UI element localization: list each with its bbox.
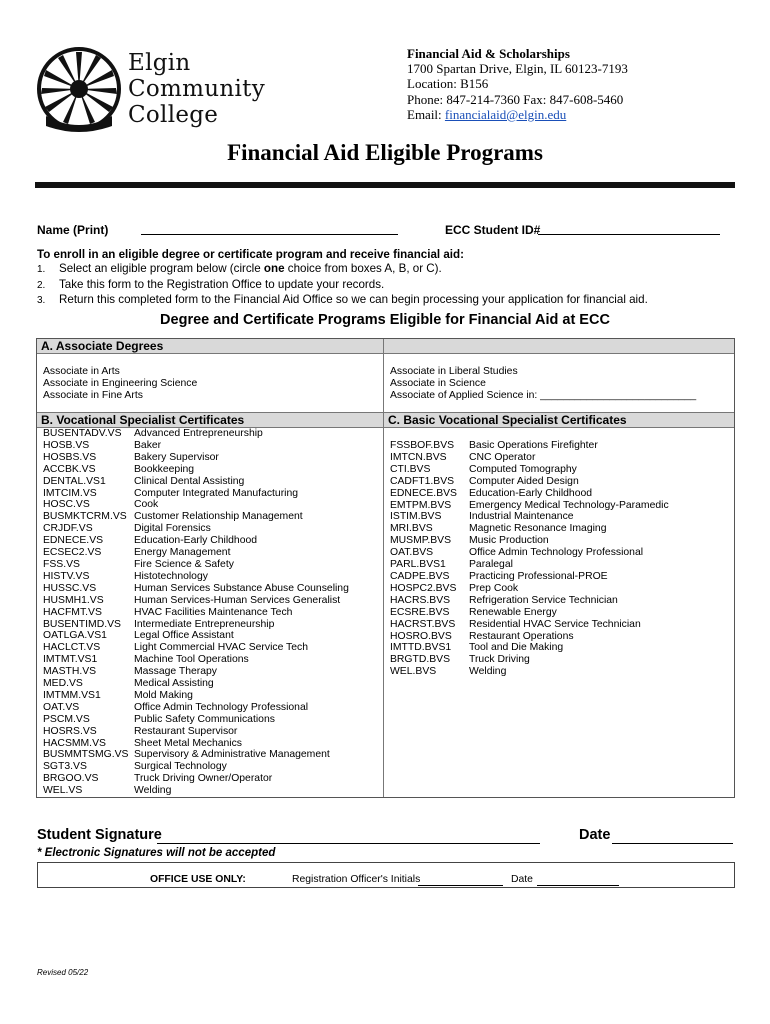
program-code[interactable]: OAT.BVS (390, 547, 434, 559)
phone-fax: Phone: 847-214-7360 Fax: 847-608-5460 (407, 91, 624, 107)
program-name[interactable]: Supervisory & Administrative Management (134, 749, 330, 761)
program-code[interactable]: ISTIM.BVS (390, 511, 442, 523)
program-code[interactable]: ECSEC2.VS (43, 547, 102, 559)
registration-initials-line[interactable] (418, 875, 503, 886)
program-code[interactable]: HOSRO.BVS (390, 630, 452, 642)
program-code[interactable]: WEL.BVS (390, 666, 437, 678)
program-code[interactable]: OATLGA.VS1 (43, 630, 107, 642)
program-code[interactable]: BUSENTIMD.VS (43, 618, 121, 630)
program-name[interactable]: Bookkeeping (134, 463, 195, 475)
program-name[interactable]: Residential HVAC Service Technician (469, 618, 641, 630)
logo-line-college: College (128, 102, 219, 128)
program-option[interactable]: Associate in Science (390, 377, 486, 389)
program-name[interactable]: Computer Integrated Manufacturing (134, 487, 299, 499)
program-name[interactable]: Music Production (469, 535, 549, 547)
associate-degrees-header (37, 339, 734, 353)
program-name[interactable]: Basic Operations Firefighter (469, 440, 598, 451)
row-divider (37, 353, 734, 354)
program-name[interactable]: Histotechnology (134, 570, 208, 582)
basic-vocational-codes (390, 440, 457, 678)
signature-date-label: Date (579, 827, 611, 843)
program-name[interactable]: Massage Therapy (134, 666, 217, 678)
program-name[interactable]: Legal Office Assistant (134, 630, 234, 642)
program-code[interactable]: HACRST.BVS (390, 618, 456, 630)
program-name[interactable]: Restaurant Operations (469, 630, 574, 642)
program-name[interactable]: Prep Cook (469, 582, 519, 594)
program-code[interactable]: IMTCIM.VS (43, 487, 97, 499)
vocational-certificates-header (37, 413, 383, 427)
program-code[interactable]: HACSMM.VS (43, 737, 106, 749)
program-code[interactable]: IMTMT.VS1 (43, 654, 98, 666)
program-code[interactable]: BUSENTADV.VS (43, 428, 122, 439)
program-code[interactable]: HUSMH1.VS (43, 594, 104, 606)
student-signature-line[interactable] (157, 831, 540, 844)
program-name[interactable]: Bakery Supervisor (134, 451, 219, 463)
step-text: Select an eligible program below (circle (59, 262, 264, 276)
program-name[interactable]: Sheet Metal Mechanics (134, 737, 243, 749)
signature-date-line[interactable] (612, 831, 733, 844)
program-name[interactable]: Human Services-Human Services Generalist (134, 594, 341, 606)
section-title: Degree and Certificate Programs Eligible for Financial Aid at ECC (160, 312, 610, 328)
program-option[interactable]: Associate of Applied Science in: ___________________________ (390, 389, 697, 401)
program-code[interactable]: ECSRE.BVS (390, 606, 450, 618)
program-code[interactable]: MRI.BVS (390, 523, 433, 535)
program-name[interactable]: Welding (469, 666, 507, 678)
program-code[interactable]: IMTTD.BVS1 (390, 642, 452, 654)
step-number: 3. (37, 294, 46, 306)
program-name[interactable]: Clinical Dental Assisting (134, 475, 245, 487)
program-name[interactable]: HVAC Facilities Maintenance Tech (134, 606, 293, 618)
student-id-field[interactable] (445, 223, 540, 237)
basic-vocational-names (469, 440, 669, 678)
instructions-heading: To enroll in an eligible degree or certificate program and receive financial aid: (37, 248, 464, 261)
program-code[interactable]: BUSMKTCRM.VS (43, 511, 127, 523)
revision-note: Revised 05/22 (37, 968, 89, 977)
program-code[interactable]: BRGOO.VS (43, 773, 99, 785)
program-name[interactable]: Practicing Professional-PROE (469, 570, 608, 582)
contact-block (407, 46, 628, 122)
program-code[interactable]: BRGTD.BVS (390, 654, 451, 666)
location: Location: B156 (407, 76, 489, 92)
registration-initials-label: Registration Officer's Initials (292, 874, 421, 885)
email-label: Email: (407, 106, 445, 122)
program-option[interactable]: Associate in Fine Arts (43, 389, 143, 401)
program-name[interactable]: Light Commercial HVAC Service Tech (134, 642, 309, 654)
title-divider (35, 182, 735, 188)
program-name[interactable]: Customer Relationship Management (134, 511, 303, 523)
program-name[interactable]: Paralegal (469, 559, 513, 571)
step-text: Return this completed form to the Financial Aid Office so we can begin processing your application for financial aid. (59, 292, 648, 306)
program-code[interactable]: PSCM.VS (43, 713, 90, 725)
address: 1700 Spartan Drive, Elgin, IL 60123-7193 (407, 61, 628, 77)
instructions (37, 248, 648, 308)
programs-table (36, 338, 735, 798)
program-code[interactable]: HOSPC2.BVS (390, 582, 457, 594)
program-name[interactable]: Mold Making (134, 689, 193, 701)
program-name[interactable]: Computer Aided Design (469, 475, 579, 487)
vocational-codes (43, 428, 128, 797)
program-code[interactable]: DENTAL.VS1 (43, 475, 106, 487)
program-code[interactable]: HOSRS.VS (43, 725, 97, 737)
program-name[interactable]: Magnetic Resonance Imaging (469, 523, 607, 535)
program-name[interactable]: Office Admin Technology Professional (134, 701, 309, 713)
email-row (407, 107, 628, 122)
step-text: Take this form to the Registration Office to update your records. (59, 277, 385, 291)
program-code[interactable]: CTI.BVS (390, 463, 431, 475)
program-code[interactable]: HACRS.BVS (390, 594, 451, 606)
logo-line-community: Community (128, 76, 265, 102)
program-name[interactable]: Surgical Technology (134, 761, 227, 773)
program-name[interactable]: Energy Management (134, 547, 231, 559)
program-name[interactable]: CNC Operator (469, 451, 536, 463)
program-name[interactable]: Computed Tomography (469, 463, 577, 475)
student-id-label: ECC Student ID# (445, 223, 541, 237)
college-logo-mark (36, 46, 122, 132)
program-code[interactable]: CADPE.BVS (390, 570, 450, 582)
program-name[interactable]: Tool and Die Making (469, 642, 564, 654)
program-name[interactable]: Education-Early Childhood (134, 535, 258, 547)
page-title: Financial Aid Eligible Programs (227, 140, 543, 165)
program-code[interactable]: OAT.VS (43, 701, 80, 713)
program-code[interactable]: ACCBK.VS (43, 463, 96, 475)
program-name[interactable]: Machine Tool Operations (134, 654, 249, 666)
program-name[interactable]: Education-Early Childhood (469, 487, 593, 499)
instruction-step (37, 293, 648, 308)
student-id-input-line[interactable] (538, 224, 720, 235)
program-name[interactable]: Office Admin Technology Professional (469, 547, 644, 559)
program-code[interactable]: HOSB.VS (43, 439, 90, 451)
program-code[interactable]: MED.VS (43, 678, 83, 690)
program-code[interactable]: PARL.BVS1 (390, 559, 446, 571)
name-input-line[interactable] (141, 224, 398, 235)
program-code[interactable]: HACLCT.VS (43, 642, 101, 654)
program-name[interactable]: Restaurant Supervisor (134, 725, 238, 737)
email-link[interactable]: financialaid@elgin.edu (444, 106, 567, 122)
program-code[interactable]: EDNECE.VS (43, 535, 104, 547)
office-date-label: Date (511, 874, 533, 885)
program-name[interactable]: Truck Driving (469, 654, 530, 666)
program-code[interactable]: SGT3.VS (43, 761, 87, 773)
program-code[interactable]: CRJDF.VS (43, 523, 93, 535)
program-name[interactable]: Cook (134, 499, 159, 511)
signature-date-field[interactable] (579, 827, 610, 843)
program-code[interactable]: WEL.VS (43, 785, 83, 797)
program-name[interactable]: Public Safety Communications (134, 713, 275, 725)
instruction-step (37, 278, 648, 293)
office-use-label: OFFICE USE ONLY: (150, 874, 246, 885)
program-code[interactable]: EMTPM.BVS (390, 499, 452, 511)
program-name[interactable]: Baker (134, 439, 162, 451)
college-logo-text (128, 50, 265, 128)
vocational-names (134, 428, 349, 797)
step-number: 1. (37, 264, 46, 276)
program-code[interactable]: CADFT1.BVS (390, 475, 455, 487)
header-text: C. Basic Vocational Specialist Certificates (388, 413, 627, 427)
program-name[interactable]: Truck Driving Owner/Operator (134, 773, 273, 785)
program-name[interactable]: Digital Forensics (134, 523, 211, 535)
program-name[interactable]: Intermediate Entrepreneurship (134, 618, 275, 630)
step-number: 2. (37, 279, 46, 291)
program-code[interactable]: IMTCN.BVS (390, 451, 447, 463)
program-code[interactable]: HOSBS.VS (43, 451, 97, 463)
program-option[interactable]: Associate in Liberal Studies (390, 366, 518, 377)
program-code[interactable]: MUSMP.BVS (390, 535, 452, 547)
esignature-note: * Electronic Signatures will not be accepted (37, 847, 276, 859)
student-signature-field[interactable] (37, 827, 162, 843)
step-text: choice from boxes A, B, or C). (284, 262, 442, 276)
header-text: A. Associate Degrees (41, 339, 164, 353)
program-code[interactable]: FSSBOF.BVS (390, 440, 455, 451)
program-code[interactable]: HOSC.VS (43, 499, 90, 511)
name-label: Name (Print) (37, 223, 109, 237)
program-name[interactable]: Industrial Maintenance (469, 511, 574, 523)
name-field[interactable] (37, 223, 108, 237)
associate-list-left (43, 366, 197, 402)
program-name[interactable]: Advanced Entrepreneurship (134, 428, 263, 439)
program-name[interactable]: Human Services Substance Abuse Counseling (134, 582, 349, 594)
program-name[interactable]: Medical Assisting (134, 678, 214, 690)
program-name[interactable]: Fire Science & Safety (134, 558, 234, 570)
header-text: B. Vocational Specialist Certificates (41, 413, 245, 427)
program-code[interactable]: HUSSC.VS (43, 582, 97, 594)
program-name[interactable]: Emergency Medical Technology-Paramedic (469, 499, 669, 511)
program-code[interactable]: HACFMT.VS (43, 606, 102, 618)
basic-vocational-certificates-header (384, 413, 734, 427)
logo-line-elgin: Elgin (128, 50, 191, 76)
student-signature-label: Student Signature (37, 827, 162, 843)
step-emphasis: one (263, 262, 285, 276)
program-code[interactable]: MASTH.VS (43, 666, 97, 678)
program-option[interactable]: Associate in Arts (43, 366, 120, 377)
office-name: Financial Aid & Scholarships (407, 46, 570, 61)
program-option[interactable]: Associate in Engineering Science (43, 377, 198, 389)
instruction-step (37, 262, 648, 277)
associate-list-right (390, 366, 696, 402)
office-date-line[interactable] (537, 875, 619, 886)
column-divider (383, 339, 384, 797)
program-code[interactable]: EDNECE.BVS (390, 487, 457, 499)
program-code[interactable]: IMTMM.VS1 (43, 689, 101, 701)
program-code[interactable]: BUSMMTSMG.VS (43, 749, 129, 761)
program-code[interactable]: HISTV.VS (43, 570, 90, 582)
program-name[interactable]: Renewable Energy (469, 606, 557, 618)
program-name[interactable]: Welding (134, 785, 172, 797)
program-name[interactable]: Refrigeration Service Technician (469, 594, 618, 606)
program-code[interactable]: FSS.VS (43, 558, 80, 570)
